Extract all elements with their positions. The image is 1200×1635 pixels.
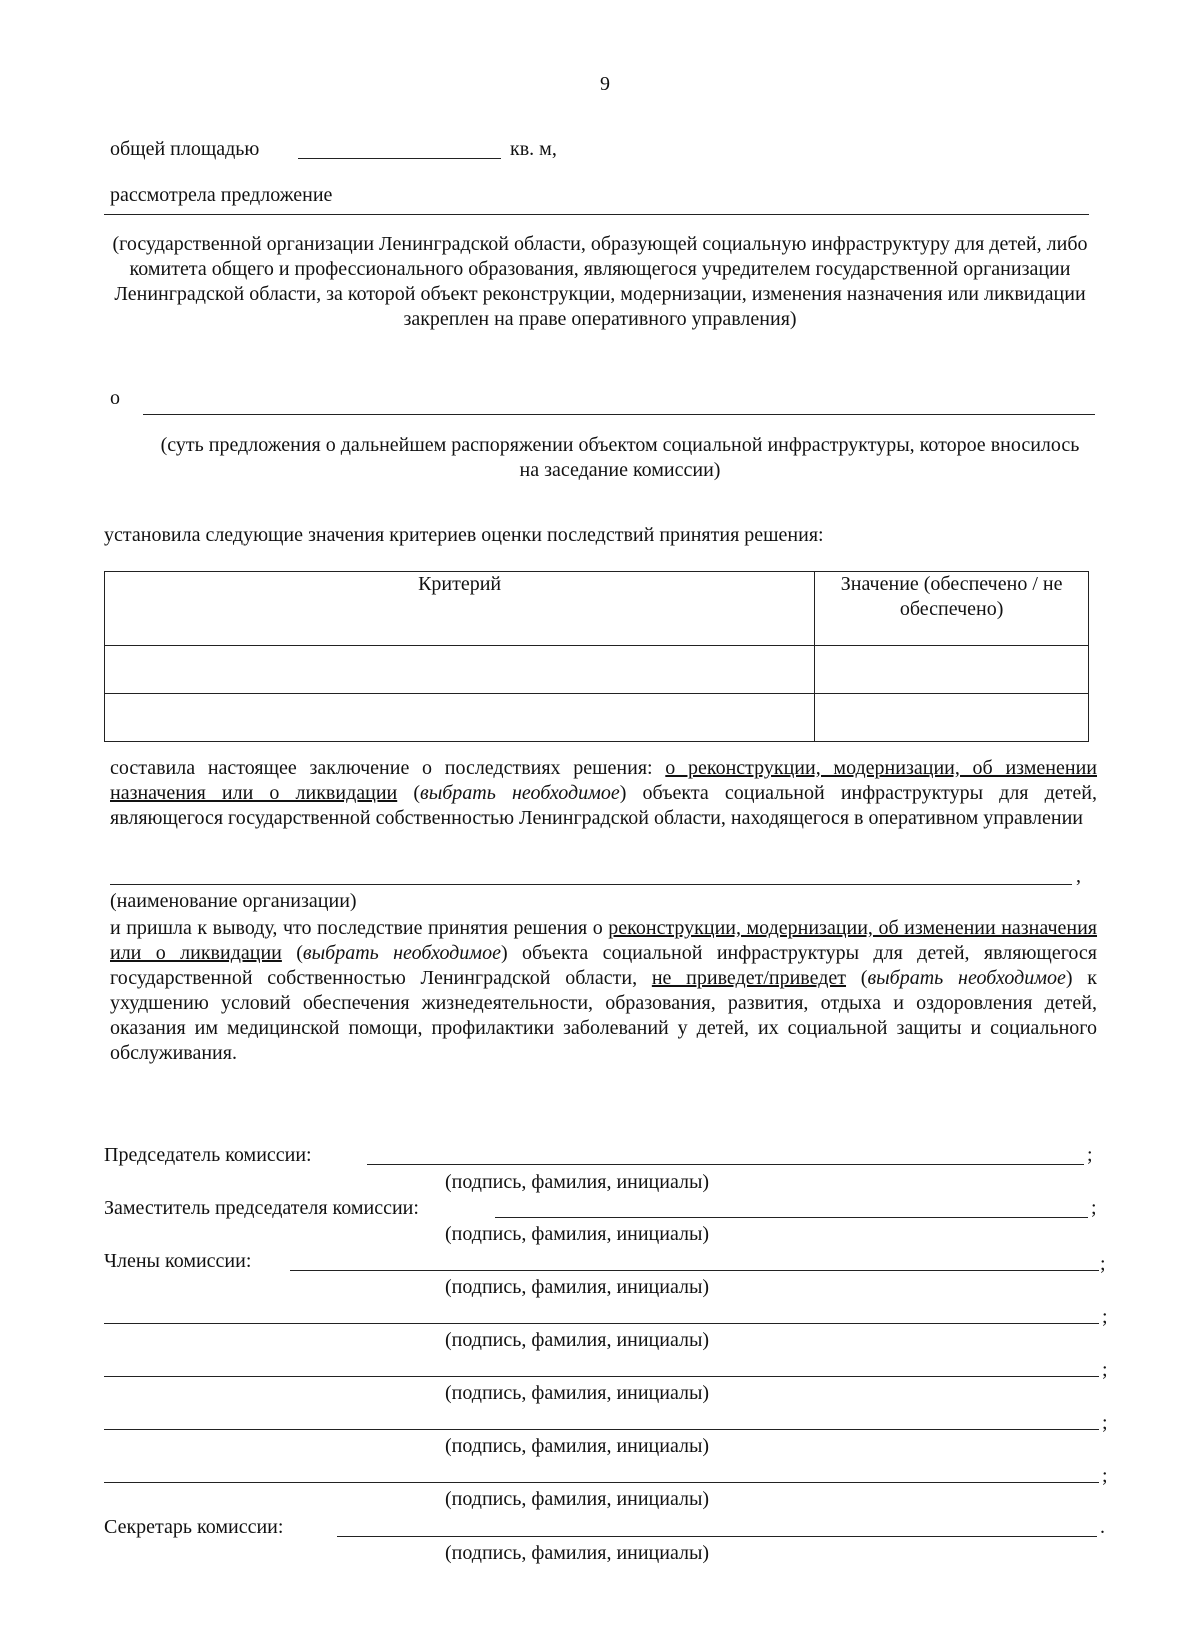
area-blank xyxy=(298,158,501,159)
secretary-signature-line xyxy=(337,1536,1097,1537)
deputy-label: Заместитель председателя комиссии: xyxy=(104,1197,419,1219)
considered-label: рассмотрела предложение xyxy=(110,184,333,206)
table-cell xyxy=(815,694,1089,742)
semicolon: ; xyxy=(1091,1197,1097,1219)
conclusion-text: ( xyxy=(397,782,421,804)
organization-blank xyxy=(104,214,1089,215)
conclusion-text: ( xyxy=(846,967,868,989)
table-row xyxy=(105,694,1089,742)
signature-caption: (подпись, фамилия, инициалы) xyxy=(445,1382,710,1404)
criteria-table xyxy=(104,571,1089,742)
semicolon: ; xyxy=(1102,1412,1108,1434)
table-row xyxy=(105,646,1089,694)
proposal-blank xyxy=(143,414,1095,415)
organization-name-caption: (наименование организации) xyxy=(110,890,357,912)
about-label: о xyxy=(110,387,120,409)
conclusion-text: и пришла к выводу, что последствие принятия решения о xyxy=(110,917,609,939)
conclusion-text: ) объекта социальной инфраструктуры для детей, являющегося государственной собственностью Ленинградской области, xyxy=(110,942,1097,989)
table-cell xyxy=(105,646,815,694)
choose-note: выбрать необходимое xyxy=(867,967,1066,989)
member-signature-line xyxy=(104,1482,1099,1483)
choose-note: выбрать необходимое xyxy=(420,782,620,804)
signature-caption: (подпись, фамилия, инициалы) xyxy=(445,1223,710,1245)
organization-caption: (государственной организации Ленинградской области, образующей социальную инфраструктуру для детей, либо комитета общего и профессионального образования, являющегося учредителем государственной организации Ленинградской области, за которой объект реконструкции, модернизации, изменения назначения или ликвидации закреплен на праве оперативного управления) xyxy=(112,233,1088,330)
deputy-signature-line xyxy=(495,1217,1088,1218)
signature-caption: (подпись, фамилия, инициалы) xyxy=(445,1488,710,1510)
header-value: Значение (обеспечено / не обеспечено) xyxy=(815,572,1089,646)
table-cell xyxy=(815,646,1089,694)
member-signature-line xyxy=(290,1270,1099,1271)
signature-caption: (подпись, фамилия, инициалы) xyxy=(445,1435,710,1457)
page-number: 9 xyxy=(600,73,610,95)
choose-note: выбрать необходимое xyxy=(302,942,501,964)
outcome-options: не приведет/приведет xyxy=(651,967,847,989)
conclusion-text: ( xyxy=(281,942,303,964)
comma: , xyxy=(1076,865,1081,887)
signature-caption: (подпись, фамилия, инициалы) xyxy=(445,1329,710,1351)
semicolon: ; xyxy=(1100,1253,1106,1275)
signature-caption: (подпись, фамилия, инициалы) xyxy=(445,1542,710,1564)
conclusion-text: ) объекта социальной инфраструктуры для детей, являющегося государственной собственностью Ленинградской области, находящегося в оперативном управлении xyxy=(110,782,1097,829)
area-unit: кв. м, xyxy=(510,138,557,160)
conclusion-text: ) к ухудшению условий обеспечения жизнедеятельности, образования, развития, отдыха и оздоровления детей, оказания им медицинской помощи, профилактики заболеваний у детей, их социальной защиты и социального обслуживания. xyxy=(110,967,1097,1064)
conclusion-options: о реконструкции, модернизации, об изменении назначения или о ликвидации xyxy=(110,757,1097,804)
chairman-signature-line xyxy=(367,1164,1084,1165)
area-label: общей площадью xyxy=(110,138,260,160)
semicolon: ; xyxy=(1102,1306,1108,1328)
signature-caption: (подпись, фамилия, инициалы) xyxy=(445,1171,710,1193)
semicolon: ; xyxy=(1102,1359,1108,1381)
chairman-label: Председатель комиссии: xyxy=(104,1144,312,1166)
criteria-intro: установила следующие значения критериев оценки последствий принятия решения: xyxy=(104,524,824,546)
member-signature-line xyxy=(104,1429,1099,1430)
member-signature-line xyxy=(104,1323,1099,1324)
conclusion-options: реконструкции, модернизации, об изменении назначения или о ликвидации xyxy=(110,917,1098,964)
members-label: Члены комиссии: xyxy=(104,1250,252,1272)
table-header-row xyxy=(105,572,1089,646)
semicolon: ; xyxy=(1087,1144,1093,1166)
conclusion-paragraph-1 xyxy=(110,756,1097,831)
semicolon: ; xyxy=(1102,1465,1108,1487)
organization-name-blank xyxy=(110,884,1072,885)
header-criterion: Критерий xyxy=(105,572,815,646)
period: . xyxy=(1100,1516,1105,1538)
table-cell xyxy=(105,694,815,742)
secretary-label: Секретарь комиссии: xyxy=(104,1516,284,1538)
member-signature-line xyxy=(104,1376,1099,1377)
conclusion-text: составила настоящее заключение о последствиях решения: xyxy=(110,757,666,779)
proposal-caption: (суть предложения о дальнейшем распоряжении объектом социальной инфраструктуры, которое вносилось на заседание комиссии) xyxy=(160,434,1080,481)
signature-caption: (подпись, фамилия, инициалы) xyxy=(445,1276,710,1298)
conclusion-paragraph-2 xyxy=(110,916,1097,1066)
